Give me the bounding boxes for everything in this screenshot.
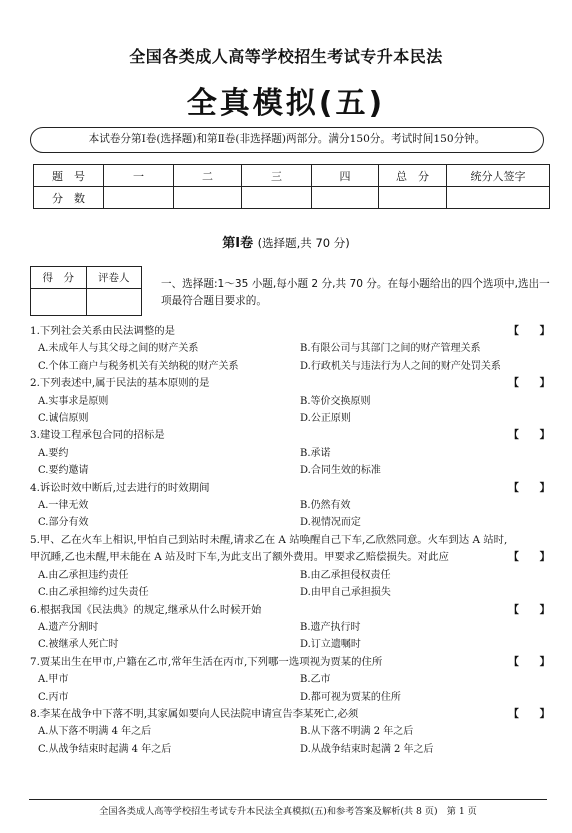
page-footer: 全国各类成人高等学校招生考试专升本民法全真模拟(五)和参考答案及解析(共 8 页) 第 1 页 [29, 799, 547, 817]
question-item [30, 375, 554, 427]
score-cell[interactable] [312, 187, 379, 209]
section-title [0, 232, 572, 251]
option-d[interactable]: D.订立遗嘱时 [300, 639, 361, 651]
grader-score-cell[interactable] [31, 289, 87, 316]
score-cell[interactable] [242, 187, 312, 209]
answer-bracket[interactable]: 【 】 [508, 481, 550, 494]
question-item [30, 706, 554, 758]
grader-name-cell[interactable] [86, 289, 142, 316]
question-stem [30, 480, 554, 497]
option-d[interactable]: D.合同生效的标准 [300, 465, 381, 477]
answer-bracket[interactable]: 【 】 [508, 655, 550, 668]
option-b[interactable]: B.有限公司与其部门之间的财产管理关系 [300, 343, 481, 355]
score-cell[interactable] [447, 187, 550, 209]
option-a[interactable]: A.由乙承担违约责任 [38, 569, 129, 581]
option-b[interactable]: B.承诺 [300, 447, 331, 459]
option-group [30, 723, 554, 758]
score-row-label: 分 数 [34, 187, 104, 209]
score-header-cell: 题 号 [34, 165, 104, 187]
exam-instructions: 本试卷分第Ⅰ卷(选择题)和第Ⅱ卷(非选择题)两部分。满分150分。考试时间150分钟。 [30, 127, 544, 153]
question-list [30, 323, 554, 758]
question-text: 4.诉讼时效中断后,过去进行的时效期间 [30, 481, 210, 494]
option-a[interactable]: A.一律无效 [38, 500, 89, 512]
question-text: 1.下列社会关系由民法调整的是 [30, 325, 175, 337]
question-stem [30, 706, 554, 723]
option-a[interactable]: A.遗产分割时 [38, 621, 99, 633]
score-cell[interactable] [379, 187, 447, 209]
score-table [33, 164, 550, 209]
option-b[interactable]: B.从下落不明满 2 年之后 [300, 726, 414, 738]
section-title-sub: (选择题,共 70 分) [257, 236, 350, 250]
score-cell[interactable] [174, 187, 242, 209]
option-d[interactable]: D.公正原则 [300, 413, 351, 425]
question-item [30, 323, 554, 375]
question-text: 5.甲、乙在火车上相识,甲怕自己到站时未醒,请求乙在 A 站唤醒自己下车,乙欣然同意。火车到达 A 站时,甲沉睡,乙也未醒,甲未能在 A 站及时下车,为此支出了额外费用。甲要求乙赔偿损失。对此应 [30, 533, 508, 564]
option-b[interactable]: B.由乙承担侵权责任 [300, 569, 391, 581]
answer-bracket[interactable]: 【 】 [508, 707, 550, 720]
option-a[interactable]: A.未成年人与其父母之间的财产关系 [38, 343, 199, 355]
option-a[interactable]: A.要约 [38, 447, 69, 459]
score-header-cell: 三 [242, 165, 312, 187]
option-c[interactable]: C.丙市 [38, 691, 69, 703]
section-description: 一、选择题:1～35 小题,每小题 2 分,共 70 分。在每小题给出的四个选项中,选出一项最符合题目要求的。 [161, 278, 550, 307]
option-c[interactable]: C.由乙承担缔约过失责任 [38, 587, 149, 599]
question-item [30, 602, 554, 654]
option-group [30, 497, 554, 532]
question-text: 7.贾某出生在甲市,户籍在乙市,常年生活在丙市,下列哪一选项视为贾某的住所 [30, 655, 383, 668]
answer-bracket[interactable]: 【 】 [508, 551, 550, 564]
option-group [30, 340, 554, 375]
option-b[interactable]: B.仍然有效 [300, 500, 351, 512]
question-stem [30, 427, 554, 444]
answer-bracket[interactable]: 【 】 [508, 603, 550, 616]
option-d[interactable]: D.由甲自己承担损失 [300, 587, 391, 599]
option-c[interactable]: C.要约邀请 [38, 465, 89, 477]
score-table-score-row [34, 187, 550, 209]
question-stem [30, 375, 554, 392]
option-b[interactable]: B.等价交换原则 [300, 395, 371, 407]
score-cell[interactable] [104, 187, 174, 209]
option-d[interactable]: D.行政机关与违法行为人之间的财产处罚关系 [300, 360, 501, 372]
option-c[interactable]: C.被继承人死亡时 [38, 639, 119, 651]
option-b[interactable]: B.遗产执行时 [300, 621, 361, 633]
option-c[interactable]: C.部分有效 [38, 517, 89, 529]
series-title: 全国各类成人高等学校招生考试专升本民法 [129, 47, 443, 66]
option-group [30, 671, 554, 706]
question-text: 3.建设工程承包合同的招标是 [30, 429, 165, 442]
option-a[interactable]: A.实事求是原则 [38, 395, 109, 407]
score-header-cell: 总 分 [379, 165, 447, 187]
grader-score-header: 得 分 [31, 267, 87, 289]
option-group [30, 393, 554, 428]
score-header-cell: 二 [174, 165, 242, 187]
option-a[interactable]: A.从下落不明满 4 年之后 [38, 726, 152, 738]
grader-name-header: 评卷人 [86, 267, 142, 289]
option-d[interactable]: D.都可视为贾某的住所 [300, 691, 401, 703]
question-item [30, 480, 554, 532]
question-item [30, 654, 554, 706]
question-item [30, 427, 554, 479]
option-group [30, 619, 554, 654]
answer-bracket[interactable]: 【 】 [508, 377, 550, 390]
score-header-cell: 四 [312, 165, 379, 187]
section-title-main: 第Ⅰ卷 [222, 236, 254, 251]
score-table-header-row [34, 165, 550, 187]
option-d[interactable]: D.视情况而定 [300, 517, 361, 529]
score-header-cell: 统分人签字 [447, 165, 550, 187]
grader-table [30, 266, 142, 316]
option-c[interactable]: C.从战争结束时起满 4 年之后 [38, 743, 172, 755]
option-c[interactable]: C.个体工商户与税务机关有关纳税的财产关系 [38, 360, 239, 372]
option-c[interactable]: C.诚信原则 [38, 413, 89, 425]
option-group [30, 567, 554, 602]
question-text: 2.下列表述中,属于民法的基本原则的是 [30, 377, 210, 390]
option-a[interactable]: A.甲市 [38, 674, 69, 686]
option-b[interactable]: B.乙市 [300, 674, 331, 686]
question-stem [30, 532, 554, 567]
answer-bracket[interactable]: 【 】 [508, 325, 550, 337]
question-stem [30, 602, 554, 619]
question-item [30, 532, 554, 602]
option-group [30, 445, 554, 480]
question-text: 6.根据我国《民法典》的规定,继承从什么时候开始 [30, 603, 262, 616]
option-d[interactable]: D.从战争结束时起满 2 年之后 [300, 743, 434, 755]
answer-bracket[interactable]: 【 】 [508, 429, 550, 442]
question-stem [30, 654, 554, 671]
score-header-cell: 一 [104, 165, 174, 187]
question-stem [30, 323, 554, 340]
question-text: 8.李某在战争中下落不明,其家属如要向人民法院申请宣告李某死亡,必须 [30, 707, 359, 720]
main-title: 全真模拟(五) [186, 86, 386, 121]
